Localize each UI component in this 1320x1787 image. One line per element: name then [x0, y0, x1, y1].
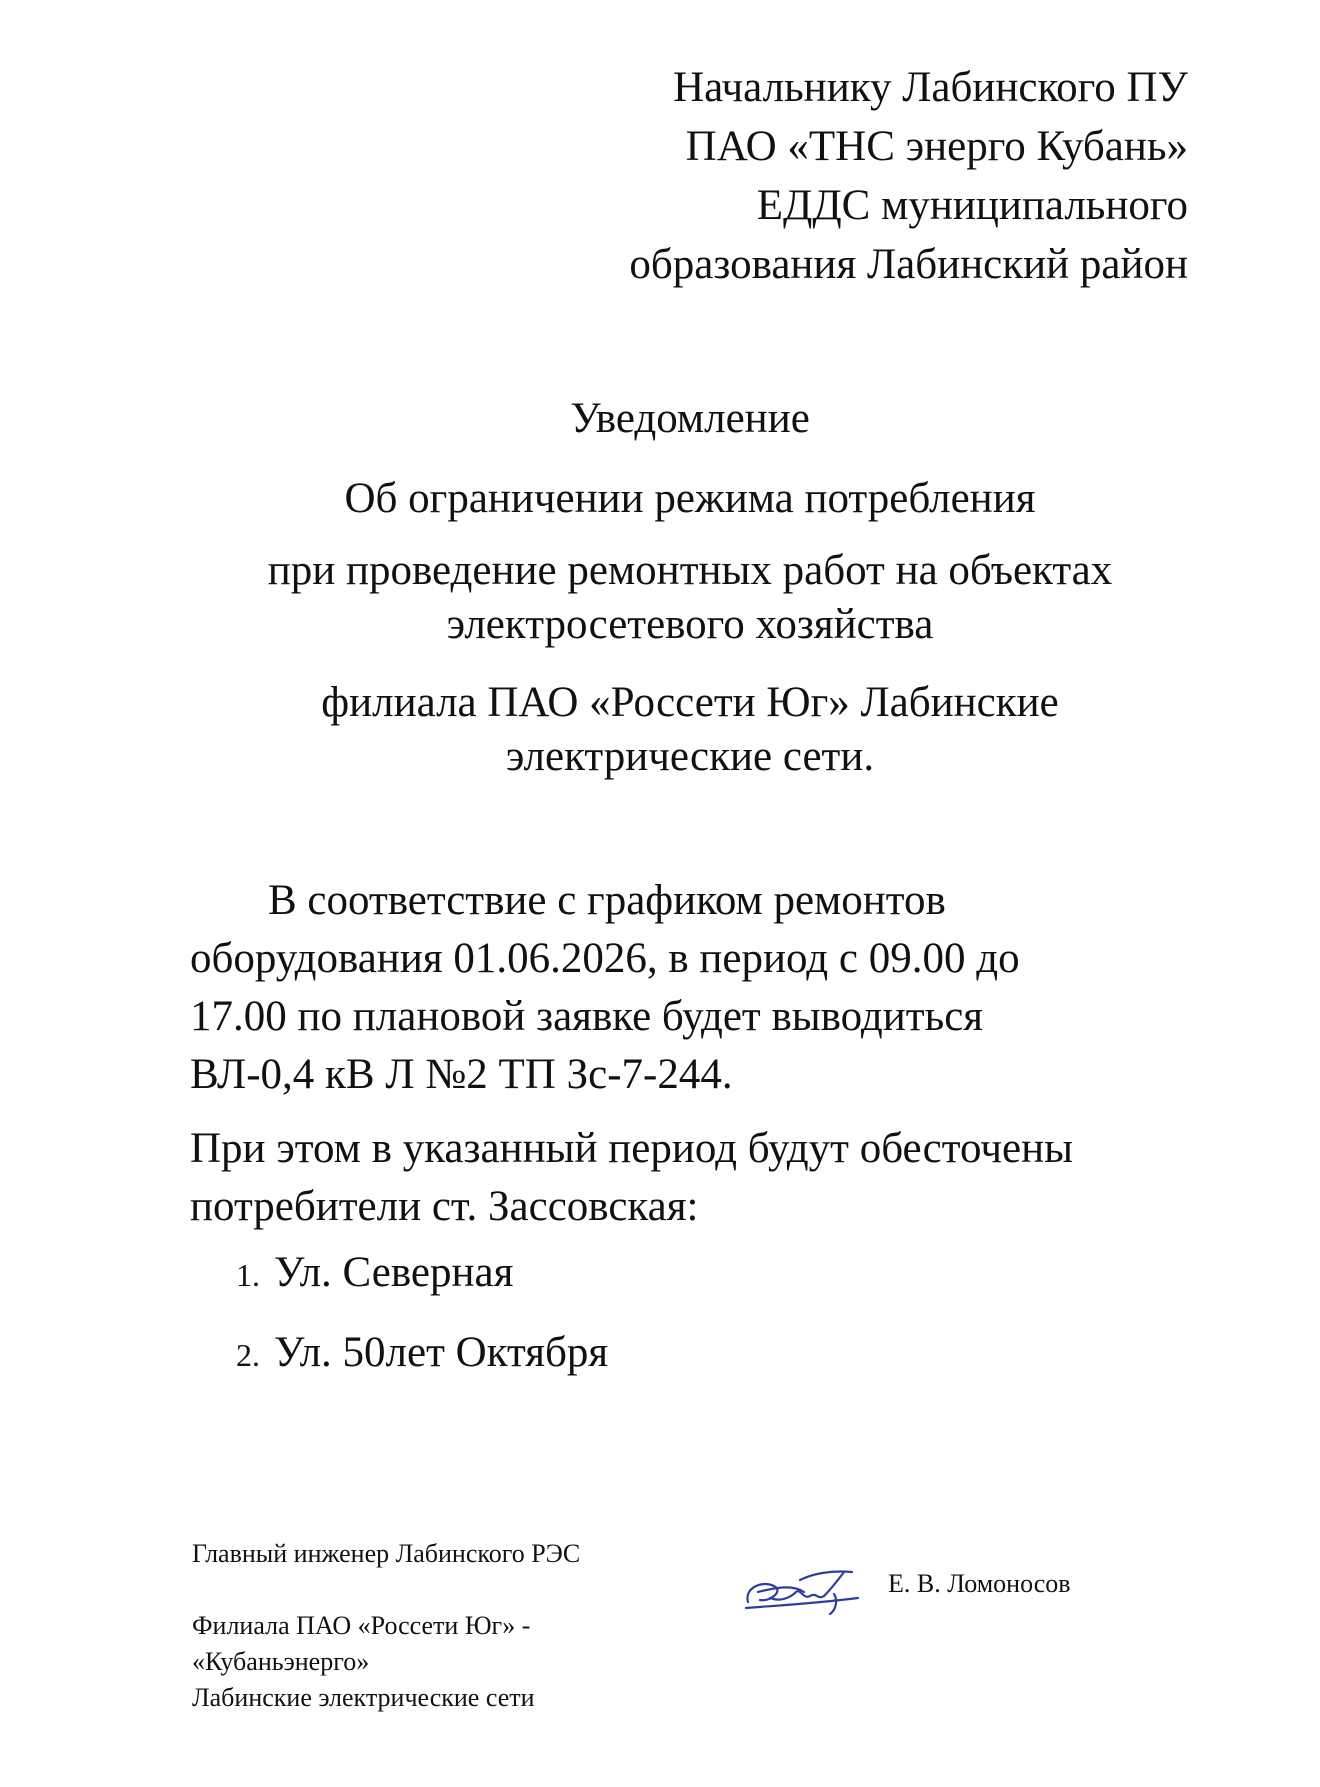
organization-line: Лабинские электрические сети [192, 1683, 535, 1712]
addressee-line: Начальнику Лабинского ПУ [673, 64, 1188, 111]
paragraph-line: 17.00 по плановой заявке будет выводиться [190, 993, 984, 1040]
signer-name: Е. В. Ломоносов [888, 1569, 1071, 1598]
subject-text: электрические сети. [505, 733, 875, 780]
document-subject: Об ограничении режима потребления [344, 475, 1036, 522]
paragraph-line: оборудования 01.06.2026, в период с 09.00 до [190, 935, 1020, 982]
document-heading: Уведомление [570, 395, 810, 442]
paragraph-schedule [190, 872, 1180, 1104]
subject-line-branch [150, 676, 1230, 784]
paragraph-line: ВЛ-0,4 кВ Л №2 ТП Зс-7-244. [190, 1051, 733, 1098]
street-name: Ул. Северная [274, 1249, 514, 1296]
paragraph-line: потребители ст. Зассовская: [190, 1183, 699, 1230]
subject-line-works [150, 544, 1230, 652]
addressee-line: ЕДДС муниципального [756, 182, 1188, 229]
list-item [190, 1324, 608, 1384]
list-number: 1. [236, 1257, 260, 1293]
signer-position: Главный инженер Лабинского РЭС [192, 1539, 581, 1568]
street-name: Ул. 50лет Октября [274, 1329, 609, 1376]
list-item [190, 1244, 513, 1304]
handwritten-signature-icon [740, 1558, 870, 1620]
signer-organization [192, 1608, 535, 1716]
organization-line: Филиала ПАО «Россети Юг» - [192, 1611, 531, 1640]
subject-text: филиала ПАО «Россети Юг» Лабинские [321, 679, 1059, 726]
list-number: 2. [236, 1337, 260, 1373]
paragraph-line: В соответствие с графиком ремонтов [268, 877, 946, 924]
paragraph-consumers [190, 1120, 1180, 1236]
addressee-line: ПАО «ТНС энерго Кубань» [685, 123, 1188, 170]
paragraph-line: При этом в указанный период будут обесточены [190, 1125, 1073, 1172]
addressee-line: образования Лабинский район [629, 241, 1188, 288]
organization-line: «Кубаньэнерго» [192, 1647, 370, 1676]
subject-text: при проведение ремонтных работ на объектах [267, 547, 1113, 594]
addressee-block [629, 58, 1188, 294]
subject-text: электросетевого хозяйства [446, 601, 934, 648]
